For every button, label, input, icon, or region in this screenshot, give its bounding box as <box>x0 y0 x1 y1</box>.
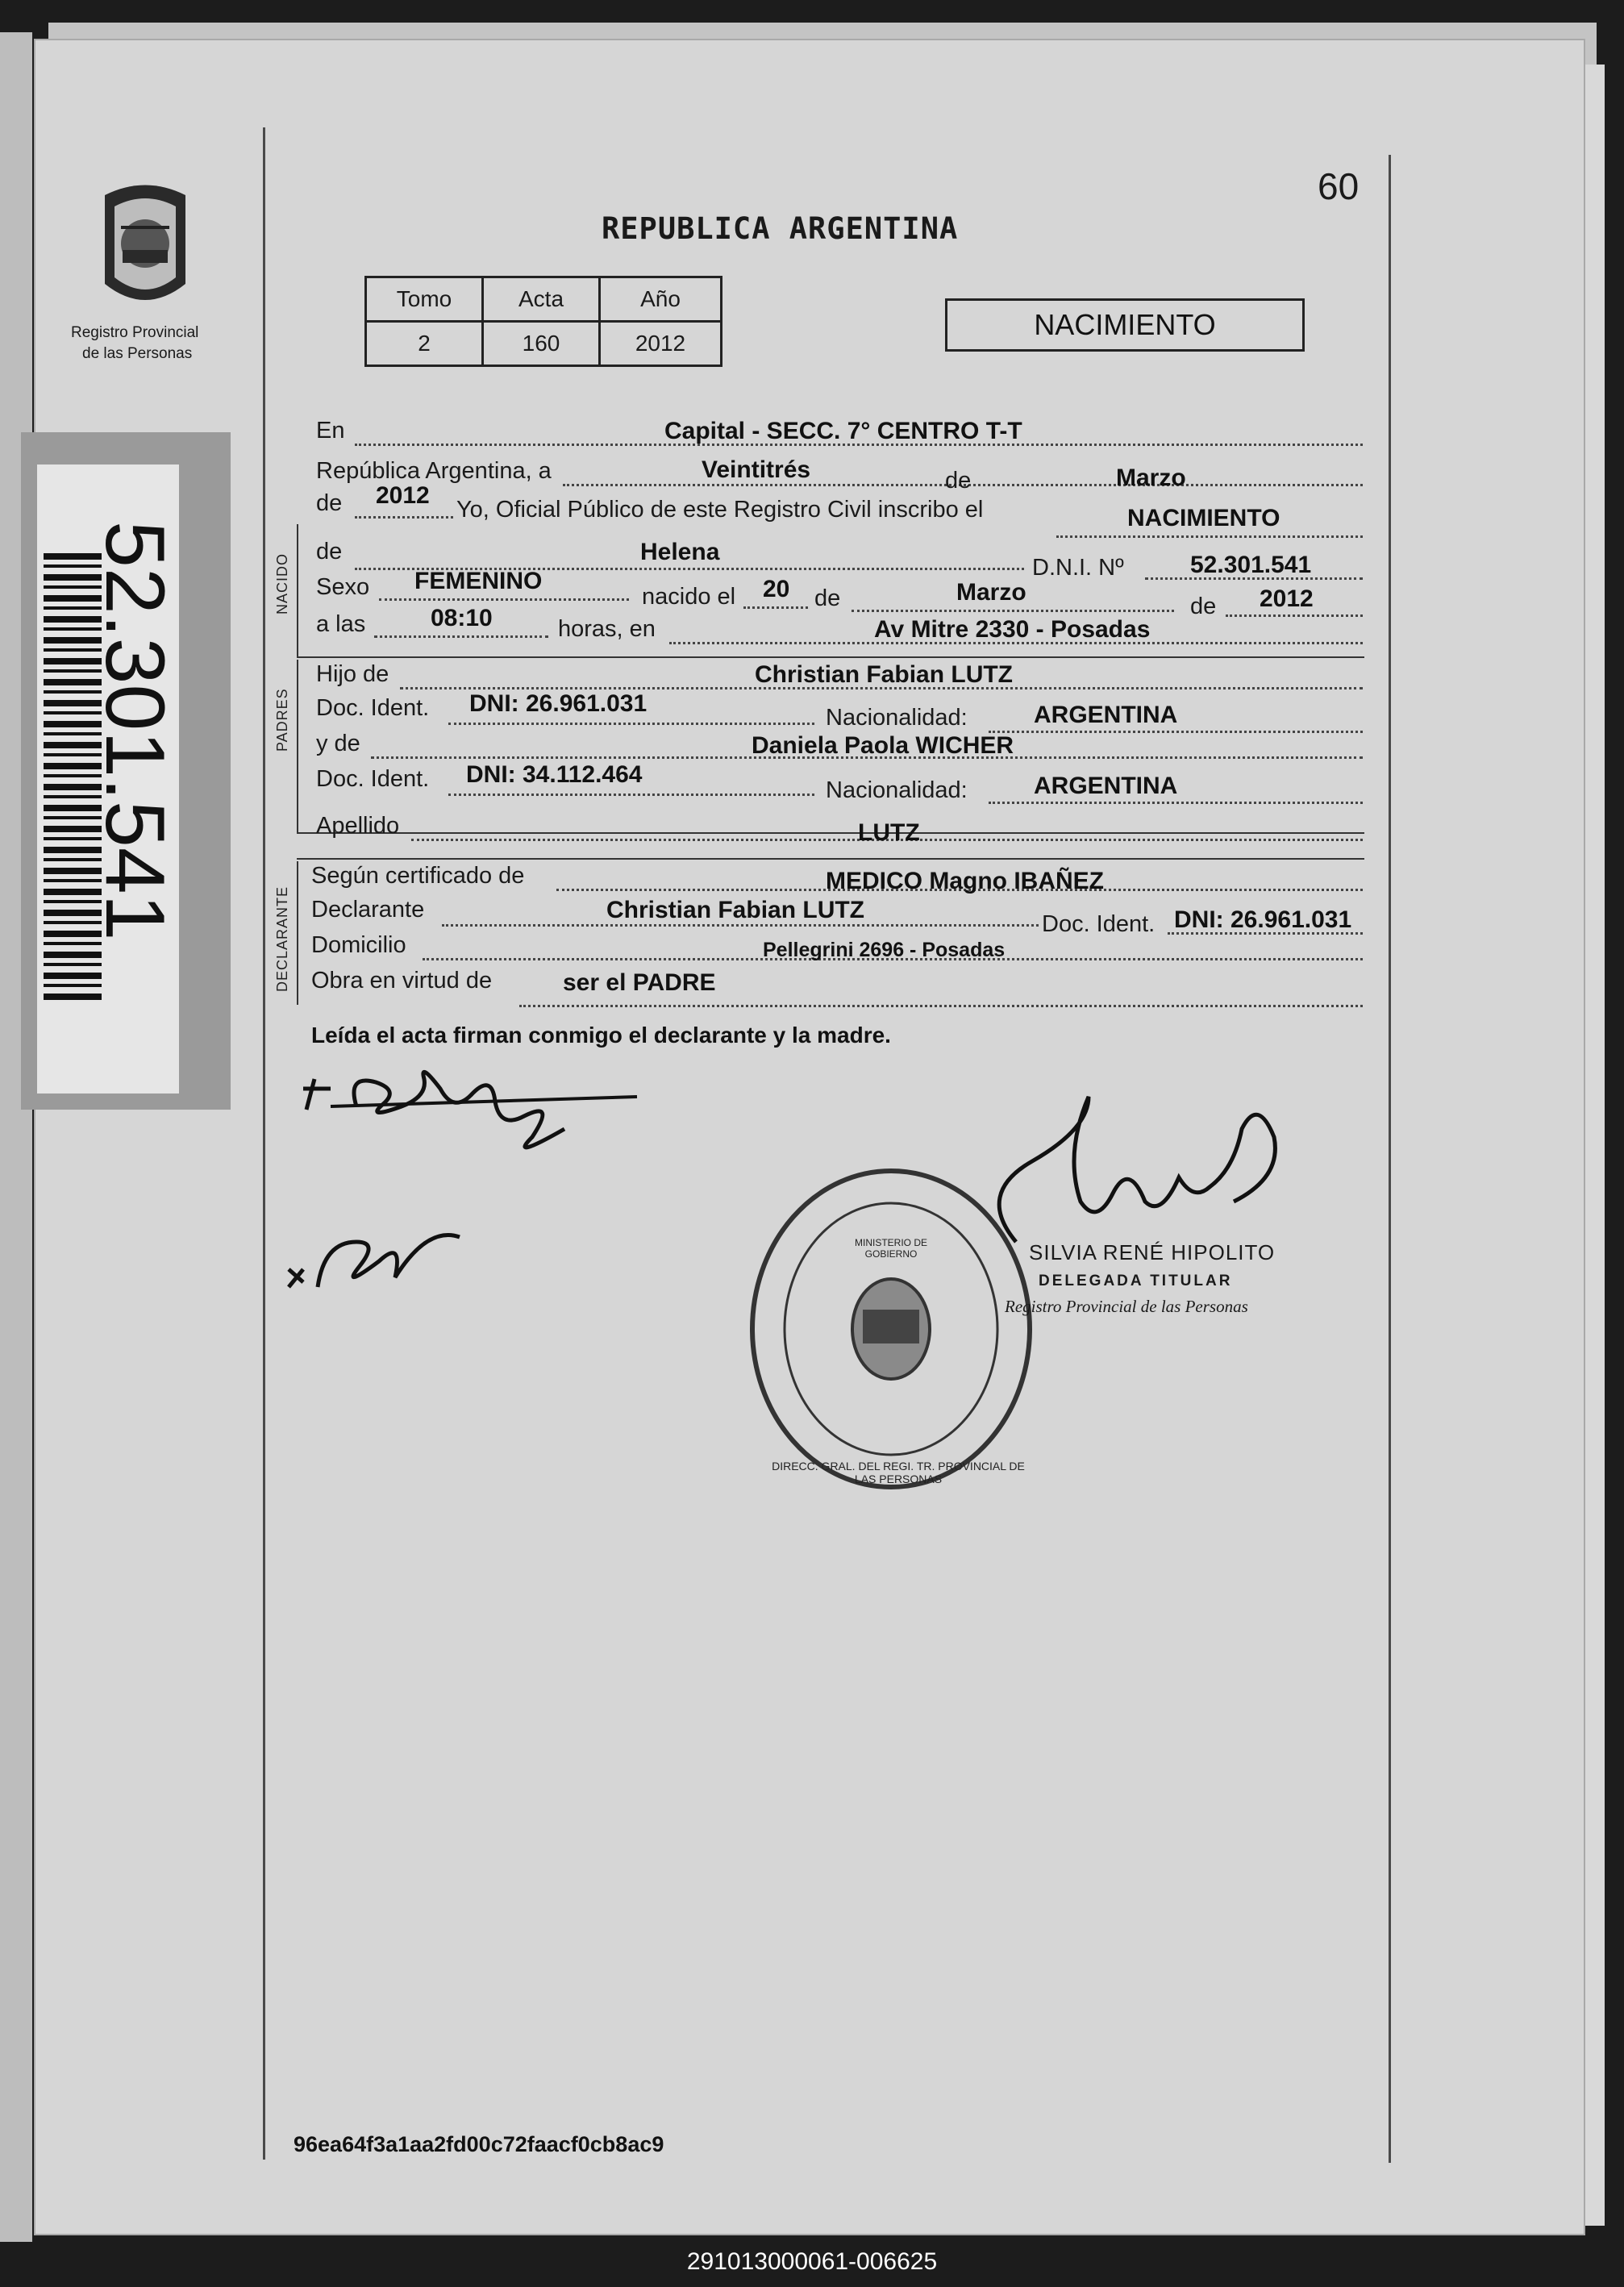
table-value-acta: 160 <box>483 322 600 366</box>
closing-text: Leída el acta firman conmigo el declarante y la madre. <box>311 1023 891 1048</box>
label-de-1: de <box>945 468 972 494</box>
label-y-de: y de <box>316 731 360 756</box>
label-nacido-el: nacido el <box>642 584 736 610</box>
dots-anio <box>1226 614 1363 617</box>
document-page <box>35 40 1584 2234</box>
value-dia-nacimiento: 20 <box>763 576 790 602</box>
table-value-anio: 2012 <box>600 322 722 366</box>
section-label-nacido: NACIDO <box>274 552 290 614</box>
official-role: DELEGADA TITULAR <box>1039 1273 1233 1289</box>
label-doc-ident-1: Doc. Ident. <box>316 695 430 721</box>
value-lugar: Capital - SECC. 7° CENTRO T-T <box>664 418 1022 444</box>
value-sexo: FEMENINO <box>414 568 543 594</box>
label-apellido: Apellido <box>316 813 400 839</box>
label-dni: D.N.I. Nº <box>1032 555 1124 581</box>
official-name: SILVIA RENÉ HIPOLITO <box>1029 1240 1276 1264</box>
act-type: NACIMIENTO <box>1034 308 1216 341</box>
label-de-month: de <box>814 585 841 611</box>
logo-line-2: de las Personas <box>82 345 193 362</box>
value-obra: ser el PADRE <box>563 969 716 996</box>
dots-padre-doc <box>448 723 814 725</box>
table-header-tomo: Tomo <box>366 277 483 322</box>
value-hora: 08:10 <box>431 605 493 631</box>
label-domicilio: Domicilio <box>311 932 406 958</box>
label-de-2: de <box>316 490 343 516</box>
value-padre-doc: DNI: 26.961.031 <box>469 690 648 717</box>
label-sexo: Sexo <box>316 574 370 600</box>
value-domicilio: Pellegrini 2696 - Posadas <box>763 939 1006 961</box>
label-doc-ident-3: Doc. Ident. <box>1042 911 1156 937</box>
label-republica: República Argentina, a <box>316 458 552 484</box>
table-header-anio: Año <box>600 277 722 322</box>
dots-padre-nac <box>989 731 1363 733</box>
label-doc-ident-2: Doc. Ident. <box>316 766 430 792</box>
value-padre-nac: ARGENTINA <box>1034 702 1178 728</box>
label-horas-en: horas, en <box>558 616 656 642</box>
value-mes-nacimiento: Marzo <box>956 579 1026 606</box>
dots-mes <box>852 610 1174 612</box>
left-margin-line <box>263 127 265 2160</box>
separator-nacido <box>297 656 1364 658</box>
section-label-declarante: DECLARANTE <box>274 885 290 992</box>
stamp-inner-text: MINISTERIO DE GOBIERNO <box>854 1237 927 1260</box>
dots-madre-nac <box>989 802 1363 804</box>
table-value-tomo: 2 <box>366 322 483 366</box>
stamp-text: DIRECC. GRAL. DEL REGI. TR. PROVINCIAL DE LAS PERSONAS <box>772 1460 1025 1485</box>
label-de-name: de <box>316 539 343 564</box>
signature-declarante <box>298 1048 653 1161</box>
value-apellido: LUTZ <box>858 819 920 846</box>
logo-line-1: Registro Provincial <box>71 324 199 341</box>
value-madre-doc: DNI: 34.112.464 <box>466 761 643 788</box>
section-label-padres: PADRES <box>274 688 290 752</box>
right-margin-line <box>1389 155 1391 2163</box>
label-a-las: a las <box>316 611 366 637</box>
value-declarante-doc: DNI: 26.961.031 <box>1174 906 1352 933</box>
dots-sexo <box>379 598 629 601</box>
dots-madre-doc <box>448 794 814 796</box>
register-table <box>364 276 722 367</box>
page-number: 60 <box>1318 165 1360 207</box>
registry-logo <box>81 179 210 316</box>
value-anio-inscripcion: 2012 <box>376 482 430 509</box>
label-obra: Obra en virtud de <box>311 968 493 994</box>
label-en: En <box>316 418 345 444</box>
country-title: REPUBLICA ARGENTINA <box>602 211 959 246</box>
value-mes-inscripcion: Marzo <box>1116 464 1186 491</box>
value-lugar-nacimiento: Av Mitre 2330 - Posadas <box>874 616 1151 643</box>
padres-bracket <box>297 660 298 832</box>
label-segun: Según certificado de <box>311 863 525 889</box>
value-padre: Christian Fabian LUTZ <box>755 661 1014 688</box>
left-binding <box>0 32 32 2242</box>
signature-madre <box>282 1210 476 1314</box>
document-hash: 96ea64f3a1aa2fd00c72faacf0cb8ac9 <box>294 2132 664 2156</box>
official-office: Registro Provincial de las Personas <box>1005 1297 1248 1316</box>
label-yo: Yo, Oficial Público de este Registro Civil inscribo el <box>456 497 984 523</box>
dots-obra <box>519 1005 1363 1007</box>
label-hijo-de: Hijo de <box>316 661 389 687</box>
declarante-bracket <box>297 861 298 1005</box>
separator-padres <box>297 832 1364 834</box>
value-madre-nac: ARGENTINA <box>1034 773 1178 799</box>
dots-de-anio <box>355 516 453 519</box>
dots-declarante <box>442 924 1039 927</box>
side-label <box>21 432 231 1110</box>
value-nombre: Helena <box>640 539 720 565</box>
table-header-acta: Acta <box>483 277 600 322</box>
footer-id: 291013000061-006625 <box>686 2248 938 2275</box>
value-acto: NACIMIENTO <box>1127 505 1280 531</box>
label-de-year: de <box>1190 594 1217 619</box>
value-madre: Daniela Paola WICHER <box>752 732 1014 759</box>
value-dni: 52.301.541 <box>1190 552 1312 578</box>
nacido-bracket <box>297 524 298 658</box>
value-anio-nacimiento: 2012 <box>1260 585 1314 612</box>
dots-hora <box>374 635 548 638</box>
dots-dia <box>743 606 808 609</box>
act-type-box <box>945 298 1305 352</box>
separator-apellido <box>297 858 1364 860</box>
side-number: 52.301.541 <box>88 521 181 941</box>
value-dia-texto: Veintitrés <box>702 456 811 483</box>
value-certificado: MEDICO Magno IBAÑEZ <box>826 868 1104 894</box>
value-declarante: Christian Fabian LUTZ <box>606 897 865 923</box>
label-declarante: Declarante <box>311 897 425 923</box>
label-nacionalidad-1: Nacionalidad: <box>826 705 968 731</box>
label-nacionalidad-2: Nacionalidad: <box>826 777 968 803</box>
dots-acto <box>1056 535 1363 538</box>
